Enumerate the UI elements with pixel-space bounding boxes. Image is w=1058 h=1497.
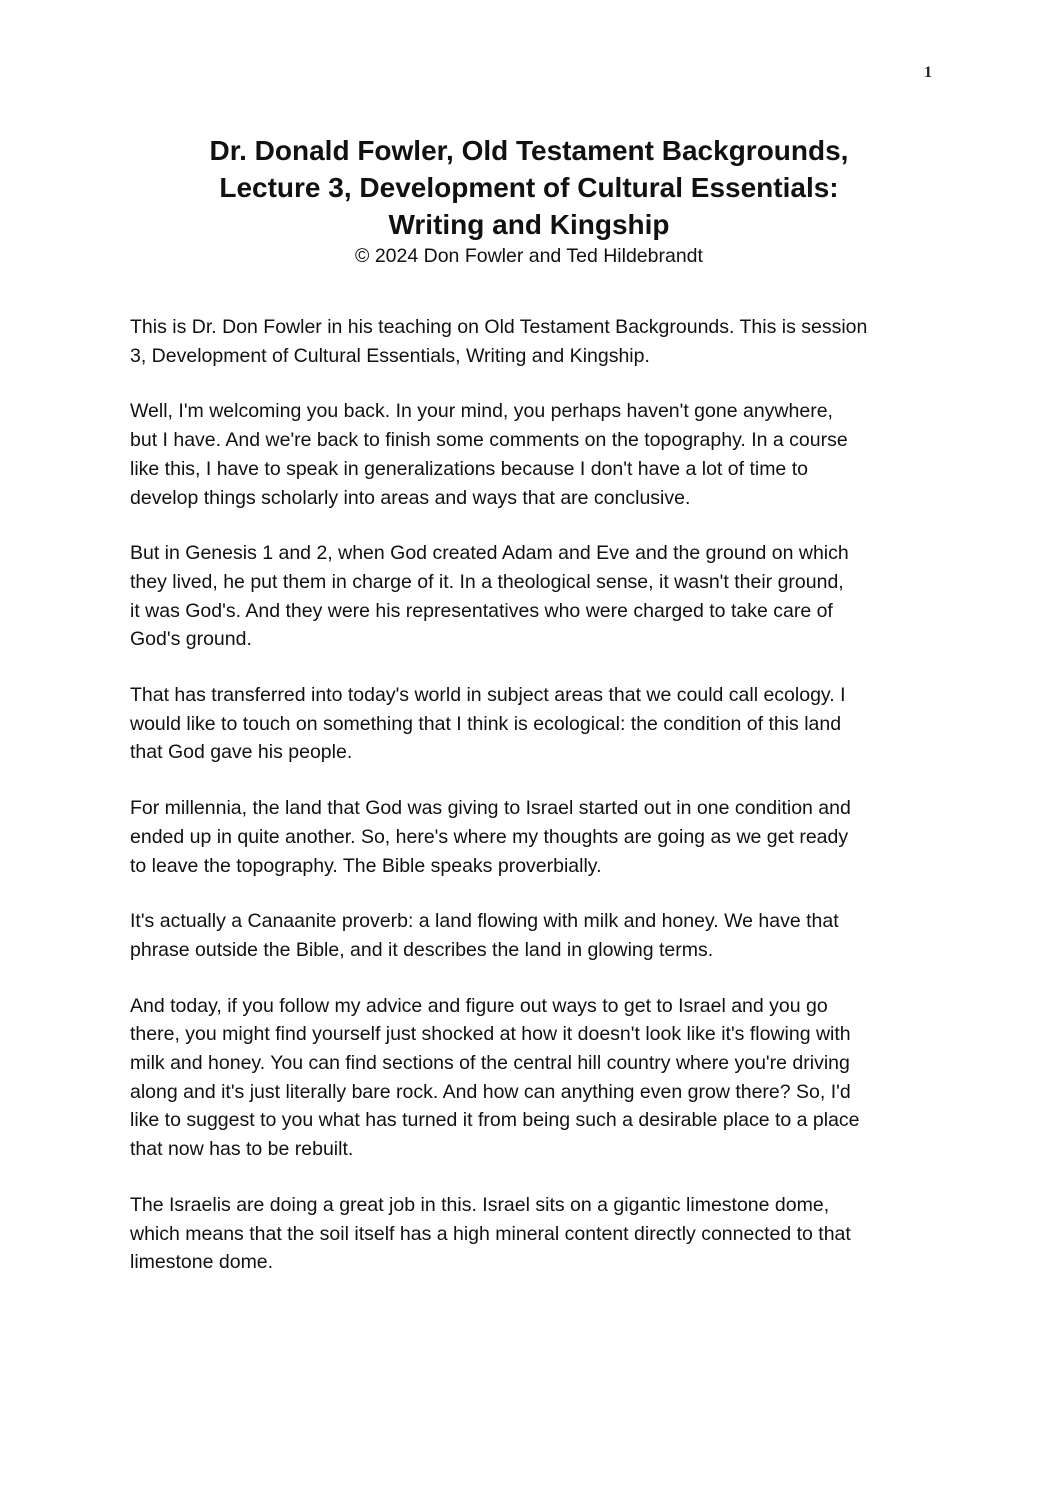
paragraph-ecology xyxy=(130,681,930,767)
paragraph-intro xyxy=(130,313,930,370)
paragraph-israelis xyxy=(130,1191,930,1277)
text-line: but I have. And we're back to finish some comments on the topography. In a course xyxy=(130,429,848,452)
text-line: which means that the soil itself has a high mineral content directly connected to that xyxy=(130,1222,851,1245)
text-line: Well, I'm welcoming you back. In your mind, you perhaps haven't gone anywhere, xyxy=(130,400,833,423)
paragraph-today xyxy=(130,992,930,1164)
text-line: limestone dome. xyxy=(130,1251,274,1274)
text-line: phrase outside the Bible, and it describes the land in glowing terms. xyxy=(130,938,714,961)
title-block xyxy=(130,132,928,269)
text-line: It's actually a Canaanite proverb: a land flowing with milk and honey. We have that xyxy=(130,910,839,933)
title-line: Dr. Donald Fowler, Old Testament Backgrounds, xyxy=(209,135,849,166)
paragraph-genesis xyxy=(130,539,930,654)
text-line: But in Genesis 1 and 2, when God created Adam and Eve and the ground on which xyxy=(130,542,849,565)
text-line: develop things scholarly into areas and ways that are conclusive. xyxy=(130,486,691,509)
lecture-body xyxy=(130,313,930,1304)
copyright-notice: © 2024 Don Fowler and Ted Hildebrandt xyxy=(355,245,703,267)
text-line: it was God's. And they were his representatives who were charged to take care of xyxy=(130,599,833,622)
text-line: 3, Development of Cultural Essentials, Writing and Kingship. xyxy=(130,344,650,367)
text-line: God's ground. xyxy=(130,628,252,651)
text-line: like this, I have to speak in generalizations because I don't have a lot of time to xyxy=(130,457,808,480)
text-line: like to suggest to you what has turned it from being such a desirable place to a place xyxy=(130,1109,860,1132)
paragraph-proverb xyxy=(130,907,930,964)
page-number: 1 xyxy=(924,64,932,81)
text-line: they lived, he put them in charge of it. In a theological sense, it wasn't their ground, xyxy=(130,570,844,593)
text-line: The Israelis are doing a great job in this. Israel sits on a gigantic limestone dome, xyxy=(130,1193,830,1216)
text-line: This is Dr. Don Fowler in his teaching on Old Testament Backgrounds. This is session xyxy=(130,316,868,338)
text-line: For millennia, the land that God was giving to Israel started out in one condition and xyxy=(130,797,851,820)
title-line: Lecture 3, Development of Cultural Essentials: xyxy=(219,172,839,203)
text-line: along and it's just literally bare rock. And how can anything even grow there? So, I'd xyxy=(130,1080,851,1103)
text-line: there, you might find yourself just shocked at how it doesn't look like it's flowing with xyxy=(130,1023,851,1046)
paragraph-welcome xyxy=(130,397,930,512)
text-line: would like to touch on something that I think is ecological: the condition of this land xyxy=(130,712,842,735)
text-line: And today, if you follow my advice and figure out ways to get to Israel and you go xyxy=(130,994,828,1017)
text-line: to leave the topography. The Bible speaks proverbially. xyxy=(130,854,602,877)
title-line: Writing and Kingship xyxy=(388,209,670,240)
text-line: ended up in quite another. So, here's where my thoughts are going as we get ready xyxy=(130,825,849,848)
paragraph-millennia xyxy=(130,794,930,880)
text-line: That has transferred into today's world in subject areas that we could call ecology. I xyxy=(130,684,846,707)
text-line: that now has to be rebuilt. xyxy=(130,1138,354,1161)
text-line: that God gave his people. xyxy=(130,741,353,764)
text-line: milk and honey. You can find sections of the central hill country where you're driving xyxy=(130,1052,850,1075)
